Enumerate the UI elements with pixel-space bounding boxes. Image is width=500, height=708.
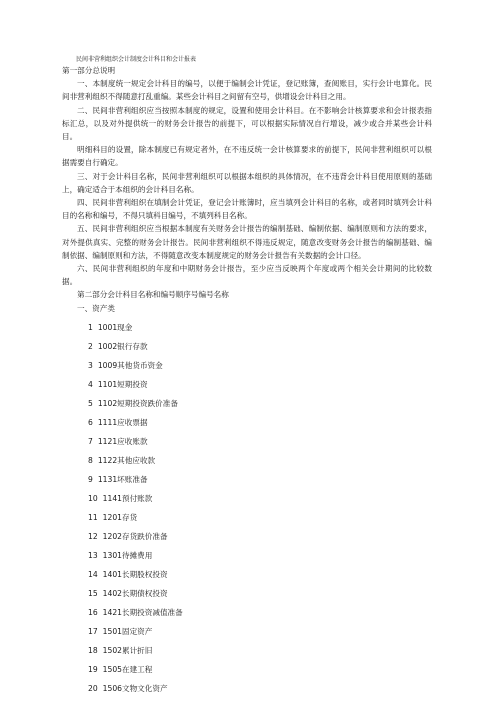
account-entry: 1121应收账款	[97, 436, 148, 446]
account-seq: 17	[88, 626, 98, 636]
account-entry: 1102短期投资跌价准备	[97, 398, 178, 408]
list-item	[62, 644, 432, 657]
list-item	[62, 378, 432, 391]
account-entry: 1001现金	[97, 322, 133, 332]
list-item	[62, 397, 432, 410]
account-seq: 6	[88, 417, 93, 427]
list-item	[62, 340, 432, 353]
part1-paragraph-6: 五、民间非营利组织应当根据本制度有关财务会计报告的编制基础、编制依据、编制原则和方法的要求，对外提供真实、完整的财务会计报告。民间非营利组织不得违反规定，随意改变财务会计报告的编制基础、编制依据、编制原则和方法，不得随意改变本制度规定的财务会计报告有关数据的会计口径。	[62, 224, 432, 260]
document-body	[62, 64, 432, 695]
list-item	[62, 549, 432, 562]
account-entry: 1502累计折旧	[102, 645, 153, 655]
account-seq: 7	[88, 436, 93, 446]
account-entry: 1141预付账款	[102, 493, 153, 503]
account-entry: 1421长期投资减值准备	[102, 607, 183, 617]
list-item	[62, 321, 432, 334]
account-entry: 1501固定资产	[102, 626, 153, 636]
category-title: 一、资产类	[77, 303, 115, 313]
account-seq: 16	[88, 607, 98, 617]
account-seq: 8	[88, 455, 93, 465]
part1-title: 第一部分总说明	[62, 66, 116, 75]
account-seq: 15	[88, 588, 98, 598]
list-item	[62, 663, 432, 676]
list-item	[62, 492, 432, 505]
account-seq: 20	[88, 683, 98, 693]
list-item	[62, 606, 432, 619]
account-entry: 1202存货跌价准备	[102, 531, 168, 541]
page-header: 民间非营利组织会计制度会计科目和会计报表	[76, 56, 197, 63]
account-seq: 19	[88, 664, 98, 674]
account-entry: 1301待摊费用	[102, 550, 153, 560]
account-entry: 1505在建工程	[102, 664, 153, 674]
part2-title: 第二部分会计科目名称和编号顺序号编号名称	[77, 290, 229, 300]
account-entry: 1131坏账准备	[97, 474, 148, 484]
account-entry: 1201存货	[102, 512, 138, 522]
account-entry: 1101短期投资	[97, 379, 148, 389]
part1-paragraph-2: 二、民间非营利组织应当按照本制度的规定，设置和使用会计科目。在不影响会计核算要求和会计报表指标汇总，以及对外提供统一的财务会计报告的前提下，可以根据实际情况自行增设，减少或合并某些会计科目。	[62, 105, 432, 142]
account-entry: 1009其他货币资金	[97, 360, 163, 370]
account-seq: 18	[88, 645, 98, 655]
account-entry: 1402长期债权投资	[102, 588, 168, 598]
account-seq: 4	[88, 379, 93, 389]
list-item	[62, 682, 432, 695]
account-seq: 1	[88, 322, 93, 332]
list-item	[62, 473, 432, 486]
account-seq: 10	[88, 493, 98, 503]
account-seq: 3	[88, 360, 93, 370]
part1-paragraph-3: 明细科目的设置，除本制度已有规定者外，在不违反统一会计核算要求的前提下，民间非营利组织可以根据需要自行确定。	[62, 145, 432, 168]
list-item	[62, 625, 432, 638]
part1-paragraph-4: 三、对于会计科目名称，民间非营利组织可以根据本组织的具体情况，在不违背会计科目使用原则的基础上，确定适合于本组织的会计科目名称。	[62, 171, 432, 194]
account-seq: 13	[88, 550, 98, 560]
part1-paragraph-1: 一、本制度统一规定会计科目的编号，以便于编制会计凭证，登记账簿，查阅账目，实行会计电算化。民间非营利组织不得随意打乱重编。某些会计科目之间留有空号，供增设会计科目之用。	[62, 79, 432, 102]
account-seq: 2	[88, 341, 93, 351]
account-seq: 12	[88, 531, 98, 541]
account-entry: 1111应收票据	[97, 417, 148, 427]
list-item	[62, 587, 432, 600]
account-seq: 11	[88, 512, 98, 522]
account-entry: 1506文物文化资产	[102, 683, 168, 693]
account-entry: 1122其他应收款	[97, 455, 156, 465]
account-entry: 1401长期股权投资	[102, 569, 168, 579]
list-item	[62, 416, 432, 429]
list-item	[62, 435, 432, 448]
list-item	[62, 359, 432, 372]
account-seq: 9	[88, 474, 93, 484]
part1-paragraph-7: 六、民间非营利组织的年度和中期财务会计报告，至少应当反映两个年度或两个相关会计期间的比较数据。	[62, 264, 432, 287]
part1-paragraph-5: 四、民间非营利组织在填制会计凭证，登记会计账簿时，应当填列会计科目的名称，或者同时填列会计科目的名称和编号，不得只填科目编号，不填列科目名称。	[62, 198, 432, 221]
account-seq: 14	[88, 569, 98, 579]
list-item	[62, 454, 432, 467]
list-item	[62, 568, 432, 581]
account-list	[62, 321, 432, 695]
account-entry: 1002银行存款	[97, 341, 148, 351]
list-item	[62, 511, 432, 524]
account-seq: 5	[88, 398, 93, 408]
list-item	[62, 530, 432, 543]
